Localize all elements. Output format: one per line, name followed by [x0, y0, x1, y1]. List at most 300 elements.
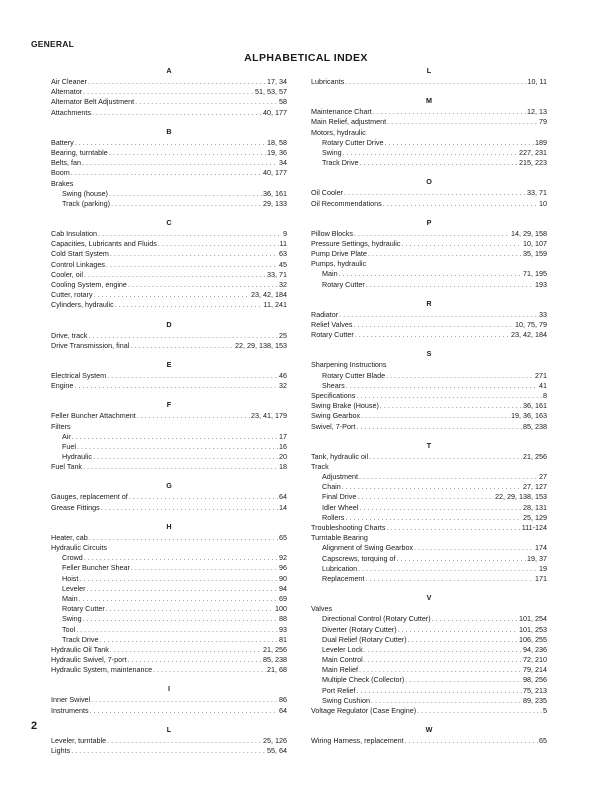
dot-leader: [106, 604, 274, 614]
index-group: [311, 65, 547, 87]
index-entry: [311, 533, 547, 543]
index-entry: [51, 381, 287, 391]
entry-label: Alignment of Swing Gearbox: [322, 543, 414, 553]
index-group: [51, 480, 287, 512]
dot-leader: [357, 686, 522, 696]
entry-page-numbers: 171: [535, 573, 547, 583]
dot-leader: [368, 249, 522, 259]
index-entry: [51, 280, 287, 290]
entry-label: Lubricants: [311, 77, 345, 86]
index-subentry: [311, 614, 547, 624]
entry-label: Pillow Blocks: [311, 228, 353, 238]
index-subentry: [51, 594, 287, 604]
dot-leader: [346, 381, 538, 391]
entry-page-numbers: 72, 210: [523, 655, 547, 665]
entry-label: Track: [311, 461, 329, 471]
index-entry: [51, 533, 287, 543]
entry-page-numbers: 86: [279, 695, 287, 705]
dot-leader: [131, 563, 278, 573]
index-entry: [311, 188, 547, 198]
index-subentry: [51, 432, 287, 442]
index-entry: [51, 665, 287, 675]
dot-leader: [386, 523, 520, 533]
entry-label: Cab Insulation: [51, 229, 97, 239]
index-group: [51, 65, 287, 118]
entry-page-numbers: 33, 71: [527, 188, 547, 198]
entry-label: Tank, hydraulic oil: [311, 451, 369, 461]
dot-leader: [110, 249, 278, 259]
entry-page-numbers: 23, 42, 184: [251, 290, 287, 300]
index-entry: [311, 391, 547, 401]
entry-page-numbers: 21, 256: [263, 644, 287, 654]
index-subentry: [311, 675, 547, 685]
index-letter-heading: E: [166, 359, 172, 369]
entry-label: Diverter (Rotary Cutter): [322, 624, 397, 634]
index-letter-heading: B: [166, 126, 172, 136]
entry-label: Directional Control (Rotary Cutter): [322, 614, 431, 624]
entry-label: Swing (house): [62, 188, 108, 198]
index-entry: [51, 108, 287, 118]
dot-leader: [109, 189, 262, 199]
dot-leader: [344, 188, 526, 198]
index-entry: [51, 77, 287, 87]
entry-label: Swivel, 7-Port: [311, 421, 356, 431]
entry-label: Drive, track: [51, 330, 88, 340]
index-group: [51, 217, 287, 311]
entry-page-numbers: 23, 42, 184: [511, 330, 547, 340]
entry-label: Cylinders, hydraulic: [51, 300, 114, 310]
index-entry: [51, 503, 287, 513]
index-subentry: [311, 645, 547, 655]
index-subentry: [311, 554, 547, 564]
entry-label: Cold Start System: [51, 249, 109, 259]
entry-page-numbers: 17: [279, 431, 287, 441]
index-group: [311, 348, 547, 431]
dot-leader: [83, 87, 254, 97]
index-entry: [51, 138, 287, 148]
entry-label: Swing Brake (House): [311, 401, 379, 411]
index-letter-heading: H: [166, 521, 172, 531]
entry-label: Valves: [311, 604, 333, 614]
index-entry: [311, 199, 547, 209]
entry-label: Relief Valves: [311, 320, 353, 329]
entry-label: Instruments: [51, 705, 89, 715]
dot-leader: [98, 229, 282, 239]
entry-page-numbers: 27, 127: [523, 482, 547, 492]
entry-label: Voltage Regulator (Case Engine): [311, 706, 417, 715]
entry-page-numbers: 34: [279, 158, 287, 168]
index-letter-heading: A: [166, 66, 172, 75]
entry-page-numbers: 65: [539, 736, 547, 746]
entry-page-numbers: 63: [279, 249, 287, 259]
dot-leader: [82, 158, 278, 168]
index-entry: [51, 158, 287, 168]
entry-label: Chain: [322, 482, 341, 492]
entry-page-numbers: 55, 64: [267, 746, 287, 755]
dot-leader: [359, 503, 522, 513]
index-subentry: [311, 381, 547, 391]
index-subentry: [51, 635, 287, 645]
entry-label: Filters: [51, 421, 71, 431]
index-entry: [311, 330, 547, 340]
index-entry: [51, 462, 287, 472]
index-subentry: [311, 696, 547, 706]
entry-page-numbers: 94, 236: [523, 644, 547, 654]
dot-leader: [373, 107, 526, 117]
dot-leader: [153, 665, 266, 675]
dot-leader: [79, 574, 278, 584]
entry-page-numbers: 10, 75, 79: [515, 320, 547, 329]
entry-label: Crowd: [62, 553, 83, 563]
index-entry: [311, 360, 547, 370]
entry-label: Swing: [322, 147, 342, 157]
index-entry: [311, 249, 547, 259]
index-letter-heading: S: [426, 349, 432, 359]
entry-page-numbers: 14: [279, 502, 287, 512]
entry-label: Pressure Settings, hydraulic: [311, 238, 401, 248]
entry-label: Fuel Tank: [51, 462, 83, 472]
index-entry: [51, 229, 287, 239]
index-subentry: [311, 543, 547, 553]
index-subentry: [311, 574, 547, 584]
index-entry: [51, 411, 287, 421]
entry-page-numbers: 36, 161: [263, 188, 287, 198]
entry-page-numbers: 40, 177: [263, 107, 287, 117]
entry-page-numbers: 215, 223: [519, 158, 547, 168]
dot-leader: [107, 371, 278, 381]
entry-page-numbers: 33: [539, 309, 547, 319]
index-group: [311, 176, 547, 208]
entry-page-numbers: 40, 177: [263, 168, 287, 178]
dot-leader: [354, 229, 510, 239]
entry-page-numbers: 79, 214: [523, 665, 547, 675]
dot-leader: [83, 462, 278, 472]
index-subentry: [311, 564, 547, 574]
index-subentry: [311, 492, 547, 502]
entry-label: Adjustment: [322, 472, 358, 482]
entry-page-numbers: 41: [539, 380, 547, 390]
entry-page-numbers: 89, 235: [523, 695, 547, 705]
index-letter-heading: R: [426, 298, 432, 308]
index-entry: [51, 300, 287, 310]
entry-page-numbers: 14, 29, 158: [511, 228, 547, 238]
index-entry: [51, 179, 287, 189]
entry-page-numbers: 101, 254: [519, 614, 547, 624]
index-entry: [51, 422, 287, 432]
dot-leader: [383, 199, 538, 209]
index-group: [51, 521, 287, 676]
index-letter-heading: I: [168, 684, 170, 694]
index-entry: [311, 320, 547, 330]
entry-label: Rollers: [322, 512, 345, 522]
dot-leader: [405, 736, 538, 746]
entry-page-numbers: 96: [279, 563, 287, 573]
entry-page-numbers: 19, 37: [527, 553, 547, 563]
index-subentry: [311, 665, 547, 675]
index-group: [311, 95, 547, 168]
entry-page-numbers: 32: [279, 381, 287, 391]
index-entry: [51, 341, 287, 351]
entry-page-numbers: 22, 29, 138, 153: [495, 492, 547, 502]
dot-leader: [93, 452, 278, 462]
entry-label: Cooler, oil: [51, 269, 83, 279]
index-letter-heading: G: [166, 481, 172, 491]
index-entry: [311, 117, 547, 127]
entry-page-numbers: 22, 29, 138, 153: [235, 340, 287, 350]
index-entry: [51, 543, 287, 553]
dot-leader: [361, 411, 510, 421]
entry-label: Feller Buncher Attachment: [51, 411, 136, 421]
entry-label: Sharpening Instructions: [311, 360, 387, 370]
entry-label: Drive Transmission, final: [51, 340, 130, 350]
entry-page-numbers: 25: [279, 330, 287, 340]
entry-label: Oil Cooler: [311, 188, 343, 198]
entry-page-numbers: 11, 241: [263, 300, 287, 310]
index-letter-heading: T: [426, 440, 432, 450]
entry-label: Hydraulic System, maintenance: [51, 665, 153, 675]
entry-page-numbers: 19, 36: [267, 147, 287, 157]
dot-leader: [135, 97, 278, 107]
entry-page-numbers: 19, 36, 163: [511, 411, 547, 421]
index-group: [311, 440, 547, 584]
entry-page-numbers: 79: [539, 117, 547, 127]
dot-leader: [83, 614, 278, 624]
entry-page-numbers: 11: [279, 239, 287, 249]
entry-page-numbers: 8: [543, 390, 547, 400]
index-entry: [311, 706, 547, 716]
index-entry: [311, 128, 547, 138]
index-entry: [311, 452, 547, 462]
dot-leader: [345, 513, 522, 523]
entry-page-numbers: 174: [535, 543, 547, 553]
entry-label: Bearing, turntable: [51, 147, 108, 157]
dot-leader: [89, 533, 278, 543]
dot-leader: [417, 706, 542, 716]
index-entry: [311, 736, 547, 746]
index-letter-heading: L: [166, 724, 172, 734]
dot-leader: [90, 706, 278, 716]
entry-page-numbers: 10, 107: [523, 238, 547, 248]
entry-label: Hydraulic Oil Tank: [51, 644, 109, 654]
dot-leader: [345, 77, 526, 87]
entry-page-numbers: 27: [539, 472, 547, 482]
index-subentry: [311, 148, 547, 158]
entry-page-numbers: 10, 11: [527, 77, 547, 86]
dot-leader: [128, 655, 263, 665]
dot-leader: [385, 138, 534, 148]
entry-page-numbers: 45: [279, 259, 287, 269]
entry-label: Idler Wheel: [322, 502, 359, 512]
dot-leader: [137, 411, 250, 421]
entry-page-numbers: 81: [279, 634, 287, 644]
index-subentry: [51, 614, 287, 624]
entry-page-numbers: 28, 131: [523, 502, 547, 512]
entry-label: Capscrews, torquing of: [322, 553, 396, 563]
entry-page-numbers: 20: [279, 452, 287, 462]
entry-label: Hydraulic Swivel, 7-port: [51, 655, 127, 665]
dot-leader: [366, 280, 534, 290]
entry-label: Maintenance Chart: [311, 107, 372, 117]
index-group: [311, 217, 547, 290]
dot-leader: [76, 625, 278, 635]
index-entry: [311, 107, 547, 117]
entry-label: Pumps, hydraulic: [311, 259, 367, 269]
index-column-left: [51, 64, 287, 764]
dot-leader: [371, 696, 522, 706]
index-subentry: [311, 625, 547, 635]
index-group: [51, 126, 287, 209]
entry-label: Port Relief: [322, 685, 356, 695]
index-subentry: [51, 442, 287, 452]
index-subentry: [311, 503, 547, 513]
entry-label: Hoist: [62, 573, 79, 583]
index-subentry: [51, 563, 287, 573]
entry-label: Cutter, rotary: [51, 290, 93, 300]
index-entry: [51, 695, 287, 705]
dot-leader: [414, 543, 534, 553]
index-entry: [51, 645, 287, 655]
entry-label: Rotary Cutter: [62, 604, 105, 614]
dot-leader: [380, 401, 522, 411]
dot-leader: [75, 138, 266, 148]
entry-label: Main: [322, 269, 338, 279]
index-entry: [311, 239, 547, 249]
dot-leader: [402, 239, 523, 249]
index-entry: [51, 371, 287, 381]
entry-page-numbers: 16: [279, 441, 287, 451]
dot-leader: [339, 269, 522, 279]
entry-page-numbers: 65: [279, 532, 287, 542]
entry-label: Leveler, turntable: [51, 735, 107, 745]
index-subentry: [311, 655, 547, 665]
index-entry: [51, 655, 287, 665]
index-subentry: [311, 280, 547, 290]
entry-page-numbers: 29, 133: [263, 198, 287, 208]
index-group: [51, 724, 287, 756]
index-entry: [51, 148, 287, 158]
index-letter-heading: C: [166, 218, 172, 228]
dot-leader: [110, 645, 262, 655]
entry-label: Track Drive: [322, 158, 359, 168]
dot-leader: [71, 746, 266, 756]
dot-leader: [101, 503, 278, 513]
index-entry: [51, 290, 287, 300]
entry-label: Main Relief: [322, 665, 358, 675]
index-entry: [51, 736, 287, 746]
index-entry: [311, 401, 547, 411]
dot-leader: [158, 239, 279, 249]
index-subentry: [311, 158, 547, 168]
index-entry: [311, 259, 547, 269]
dot-leader: [91, 695, 278, 705]
index-entry: [311, 229, 547, 239]
entry-page-numbers: 36, 161: [523, 401, 547, 411]
entry-page-numbers: 18: [279, 462, 287, 472]
index-subentry: [311, 482, 547, 492]
index-subentry: [311, 472, 547, 482]
entry-label: Hydraulic Circuits: [51, 543, 107, 552]
index-subentry: [51, 584, 287, 594]
dot-leader: [356, 391, 542, 401]
index-entry: [311, 422, 547, 432]
entry-label: Hydraulic: [62, 452, 92, 462]
entry-label: Rotary Cutter: [322, 279, 365, 289]
entry-label: Main Relief, adjustment: [311, 117, 387, 127]
entry-page-numbers: 12, 13: [527, 107, 547, 117]
index-subentry: [311, 371, 547, 381]
entry-page-numbers: 17, 34: [267, 77, 287, 86]
index-letter-heading: F: [166, 400, 172, 410]
dot-leader: [94, 290, 250, 300]
index-entry: [51, 239, 287, 249]
entry-page-numbers: 33, 71: [267, 269, 287, 279]
entry-label: Battery: [51, 137, 74, 147]
dot-leader: [386, 371, 534, 381]
index-subentry: [51, 625, 287, 635]
index-letter-heading: P: [426, 217, 432, 227]
dot-leader: [364, 645, 522, 655]
dot-leader: [369, 452, 522, 462]
entry-label: Swing Gearbox: [311, 411, 361, 421]
dot-leader: [357, 492, 494, 502]
dot-leader: [343, 148, 518, 158]
entry-label: Inner Swivel: [51, 695, 91, 705]
index-group: [311, 724, 547, 746]
entry-label: Track (parking): [62, 198, 111, 208]
index-group: [311, 298, 547, 341]
dot-leader: [359, 158, 518, 168]
entry-page-numbers: 35, 159: [523, 249, 547, 259]
dot-leader: [71, 168, 262, 178]
entry-label: Gauges, replacement of: [51, 492, 128, 502]
entry-page-numbers: 106, 255: [519, 634, 547, 644]
entry-label: Capacities, Lubricants and Fluids: [51, 239, 157, 249]
dot-leader: [109, 148, 266, 158]
index-subentry: [311, 686, 547, 696]
entry-page-numbers: 193: [535, 279, 547, 289]
entry-label: Brakes: [51, 178, 74, 188]
entry-label: Shears: [322, 380, 345, 390]
entry-label: Swing: [62, 614, 82, 624]
entry-label: Troubleshooting Charts: [311, 523, 386, 532]
entry-page-numbers: 18, 58: [267, 137, 287, 147]
dot-leader: [88, 331, 278, 341]
entry-page-numbers: 9: [283, 229, 287, 239]
entry-page-numbers: 94: [279, 583, 287, 593]
entry-label: Lights: [51, 746, 71, 755]
entry-label: Specifications: [311, 390, 356, 400]
index-subentry: [51, 604, 287, 614]
entry-label: Turntable Bearing: [311, 533, 368, 543]
entry-label: Alternator Belt Adjustment: [51, 97, 135, 107]
entry-page-numbers: 98, 256: [523, 675, 547, 685]
index-subentry: [51, 199, 287, 209]
entry-page-numbers: 90: [279, 573, 287, 583]
entry-page-numbers: 271: [535, 370, 547, 380]
dot-leader: [355, 330, 510, 340]
entry-page-numbers: 64: [279, 705, 287, 715]
entry-page-numbers: 32: [279, 280, 287, 289]
entry-label: Rotary Cutter: [311, 330, 354, 340]
index-subentry: [51, 452, 287, 462]
entry-page-numbers: 64: [279, 492, 287, 502]
dot-leader: [358, 564, 538, 574]
index-entry: [51, 87, 287, 97]
entry-label: Cooling System, engine: [51, 280, 127, 289]
entry-label: Air Cleaner: [51, 77, 87, 86]
dot-leader: [99, 635, 278, 645]
entry-label: Multiple Check (Collector): [322, 675, 405, 685]
